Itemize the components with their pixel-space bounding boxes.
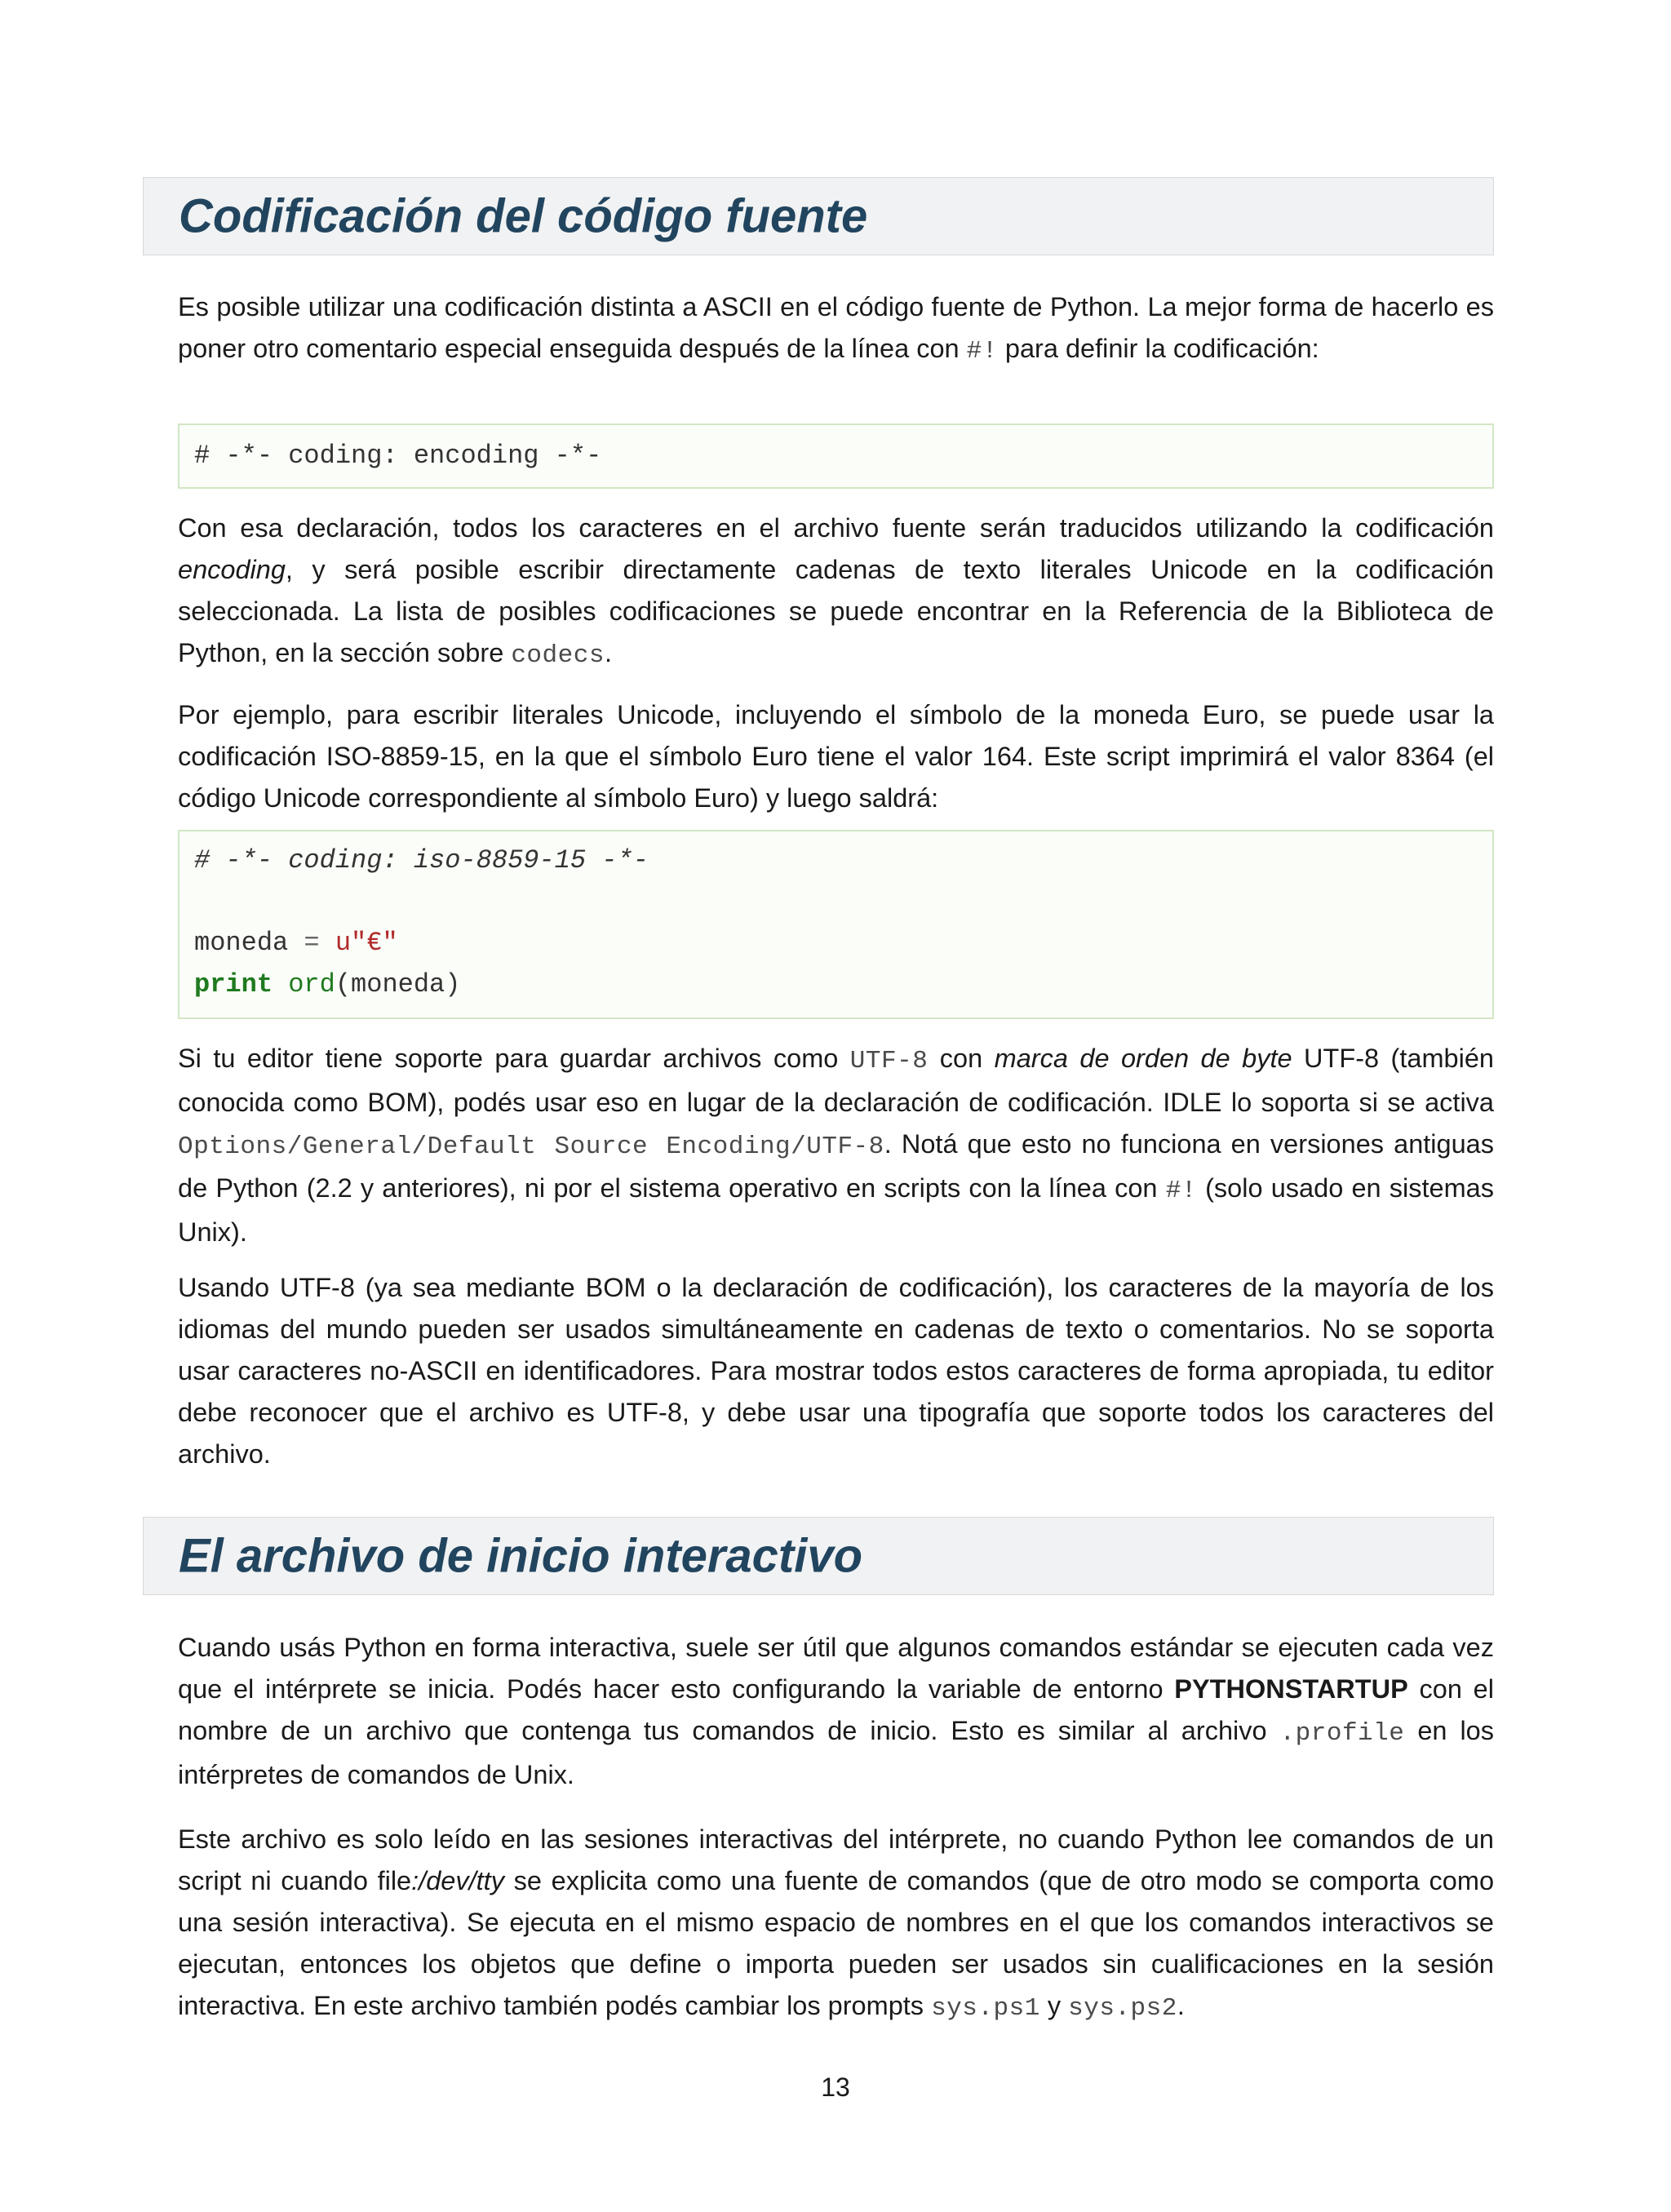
- code-line-comment: # -*- coding: iso-8859-15 -*-: [194, 845, 649, 875]
- paragraph-encoding-declaration: Con esa declaración, todos los caracteres en el archivo fuente serán traducidos utilizando la codificación encoding, y será posible escribir directamente cadenas de texto literales Unicode en la codificación seleccionada. La lista de posibles codificaciones se puede encontrar en la Referencia de la Biblioteca de Python, en la sección sobre codecs.: [178, 513, 1494, 670]
- inline-code-codecs: codecs: [511, 641, 605, 670]
- section-heading-encoding: [143, 177, 1494, 255]
- code-line: # -*- coding: encoding -*-: [194, 441, 602, 471]
- inline-code-shebang: #!: [1165, 1177, 1197, 1205]
- inline-code-ps1: sys.ps1: [931, 1994, 1040, 2023]
- section-heading-startup-file: [143, 1517, 1494, 1595]
- paragraph-startup-session: Este archivo es solo leído en las sesiones interactivas del intérprete, no cuando Python lee comandos de un script ni cuando file:/dev/tty se explicita como una fuente de comandos (que de otro modo se comporta como una sesión interactiva). Se ejecuta en el mismo espacio de nombres en el que los comandos interactivos se ejecutan, entonces los objetos que define o importa pueden ser usados sin cualificaciones en la sesión interactiva. En este archivo también podés cambiar los prompts sys.ps1 y sys.ps2.: [178, 1824, 1495, 2023]
- inline-code-utf8: UTF-8: [849, 1047, 929, 1075]
- section-title: Codificación del código fuente: [179, 189, 868, 243]
- code-line-print: print ord(moneda): [194, 969, 461, 1000]
- code-line-assignment: moneda = u"€": [194, 928, 398, 958]
- inline-code-ps2: sys.ps2: [1068, 1994, 1177, 2023]
- inline-code-idle-option: Options/General/Default Source Encoding/UTF-8: [178, 1133, 884, 1161]
- paragraph-euro-example: Por ejemplo, para escribir literales Unicode, incluyendo el símbolo de la moneda Euro, se puede usar la codificación ISO-8859-15, en la que el símbolo Euro tiene el valor 164. Este script imprimirá el valor 8364 (el código Unicode correspondiente al símbolo Euro) y luego saldrá:: [178, 700, 1494, 813]
- code-block-coding-declaration: [178, 423, 1494, 489]
- section-title: El archivo de inicio interactivo: [179, 1529, 863, 1583]
- code-block-euro-example: [178, 830, 1494, 1019]
- paragraph-encoding-intro: Es posible utilizar una codificación distinta a ASCII en el código fuente de Python. La mejor forma de hacerlo es poner otro comentario especial enseguida después de la línea con #! para definir la codificación:: [178, 292, 1494, 366]
- paragraph-utf8-usage: Usando UTF-8 (ya sea mediante BOM o la declaración de codificación), los caracteres de la mayoría de los idiomas del mundo pueden ser usados simultáneamente en cadenas de texto o comentarios. No se soporta usar caracteres no-ASCII en identificadores. Para mostrar todos estos caracteres de forma apropiada, tu editor debe reconocer que el archivo es UTF-8, y debe usar una tipografía que soporte todos los caracteres del archivo.: [178, 1273, 1494, 1469]
- inline-code-profile: .profile: [1279, 1719, 1405, 1748]
- page-number: 13: [821, 2072, 850, 2102]
- paragraph-utf8-bom: Si tu editor tiene soporte para guardar archivos como UTF-8 con marca de orden de byte UTF-8 (también conocida como BOM), podés usar eso en lugar de la declaración de codificación. IDLE lo soporta si se activa Options/General/Default Source Encoding/UTF-8. Notá que esto no funciona en versiones antiguas de Python (2.2 y anteriores), ni por el sistema operativo en scripts con la línea con #! (solo usado en sistemas Unix).: [178, 1044, 1495, 1247]
- paragraph-pythonstartup: Cuando usás Python en forma interactiva, suele ser útil que algunos comandos estándar se ejecuten cada vez que el intérprete se inicia. Podés hacer esto configurando la variable de entorno PYTHONSTARTUP con el nombre de un archivo que contenga tus comandos de inicio. Esto es similar al archivo .profile en los intérpretes de comandos de Unix.: [178, 1633, 1494, 1789]
- inline-code-shebang: #!: [966, 337, 998, 366]
